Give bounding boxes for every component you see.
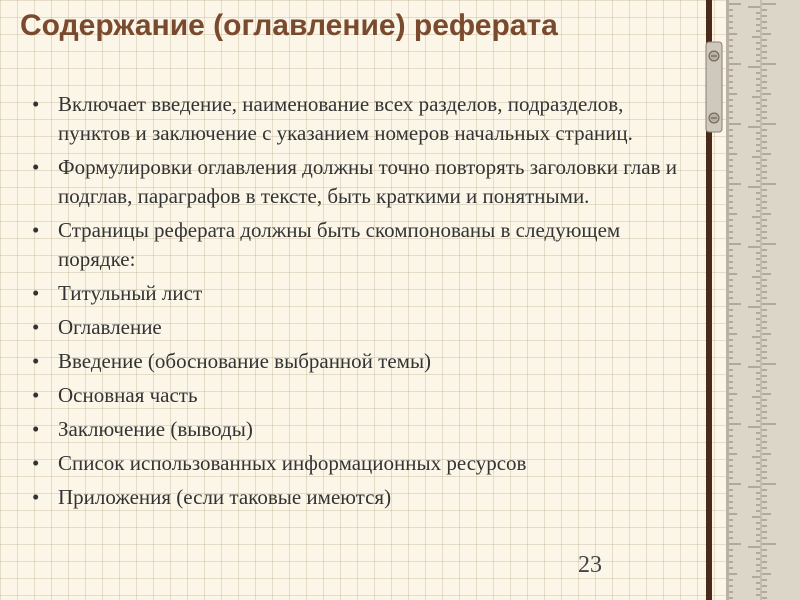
slide-content [30,90,700,517]
ruler-decoration [700,0,800,600]
bullet-text: Введение (обоснование выбранной темы) [58,349,432,373]
bullet-mark: • [32,155,40,179]
page-number: 23 [578,552,602,578]
bullet-mark: • [32,451,40,475]
bullet-text: Страницы реферата должны быть скомпонованы в следующем порядке: [58,218,621,271]
bullet-mark: • [32,92,40,116]
bullet-list [30,90,700,512]
bullet-item [30,449,700,478]
bullet-item [30,153,700,211]
bullet-text: Включает введение, наименование всех разделов, подразделов, пунктов и заключение с указанием номеров начальных страниц. [58,92,633,145]
bullet-item [30,381,700,410]
bullet-mark: • [32,417,40,441]
bullet-mark: • [32,349,40,373]
bullet-mark: • [32,281,40,305]
slide-title: Содержание (оглавление) реферата [20,9,558,42]
bullet-mark: • [32,218,40,242]
bullet-item [30,216,700,274]
bullet-text: Оглавление [58,315,162,339]
ruler-icon [700,0,800,600]
bullet-text: Титульный лист [58,281,203,305]
bullet-text: Список использованных информационных ресурсов [58,451,527,475]
bullet-item [30,313,700,342]
bullet-text: Заключение (выводы) [58,417,253,441]
bullet-text: Приложения (если таковые имеются) [58,485,392,509]
ruler-body [726,0,800,600]
bullet-item [30,90,700,148]
bullet-mark: • [32,383,40,407]
bullet-text: Основная часть [58,383,198,407]
bullet-mark: • [32,315,40,339]
bullet-item [30,483,700,512]
bullet-mark: • [32,485,40,509]
bullet-text: Формулировки оглавления должны точно повторять заголовки глав и подглав, параграфов в тексте, быть краткими и понятными. [58,155,677,208]
bullet-item [30,279,700,308]
bullet-item [30,347,700,376]
bullet-item [30,415,700,444]
